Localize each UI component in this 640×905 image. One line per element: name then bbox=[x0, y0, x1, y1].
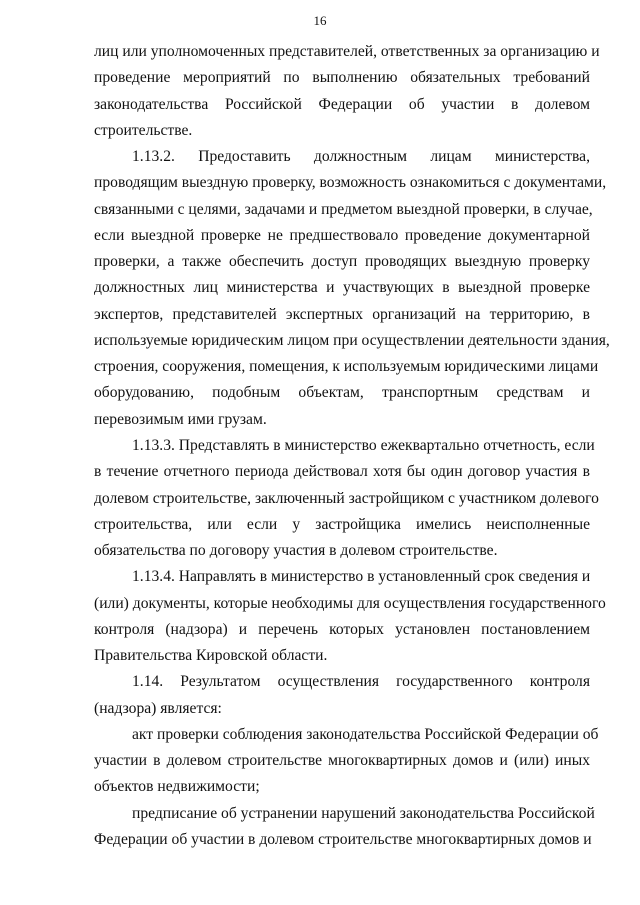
text-line: долевом строительстве, заключенный застройщиком с участником долевого bbox=[94, 489, 599, 507]
text-line: если выездной проверке не предшествовало проведение документарной bbox=[94, 226, 590, 244]
text-line: проводящим выездную проверку, возможность ознакомиться с документами, bbox=[94, 174, 607, 192]
page-number: 16 bbox=[313, 13, 327, 28]
text-line: используемые юридическим лицом при осуществлении деятельности здания, bbox=[94, 331, 610, 349]
text-line: 1.14. Результатом осуществления государственного контроля bbox=[132, 673, 590, 691]
text-line: лиц или уполномоченных представителей, ответственных за организацию и bbox=[94, 43, 600, 60]
text-line: Правительства Кировской области. bbox=[94, 647, 328, 665]
text-line: строительстве. bbox=[94, 121, 193, 139]
text-line: строительства, или если у застройщика имелись неисполненные bbox=[94, 515, 590, 533]
text-line: 1.13.2. Предоставить должностным лицам министерства, bbox=[132, 148, 590, 166]
text-line: в течение отчетного периода действовал хотя бы один договор участия в bbox=[94, 463, 590, 481]
text-line: экспертов, представителей экспертных организаций на территорию, в bbox=[94, 305, 590, 323]
text-line: акт проверки соблюдения законодательства Российской Федерации об bbox=[132, 725, 599, 743]
paragraph bbox=[94, 722, 599, 801]
text-line: проведение мероприятий по выполнению обязательных требований bbox=[94, 69, 590, 87]
text-line: контроля (надзора) и перечень которых установлен постановлением bbox=[94, 620, 590, 638]
text-line: объектов недвижимости; bbox=[94, 778, 260, 796]
paragraph bbox=[94, 39, 600, 144]
paragraph bbox=[94, 433, 599, 564]
text-line: 1.13.3. Представлять в министерство ежеквартально отчетность, если bbox=[132, 436, 595, 454]
text-line: связанными с целями, задачами и предметом выездной проверки, в случае, bbox=[94, 200, 593, 218]
text-line: Федерации об участии в долевом строительстве многоквартирных домов и bbox=[94, 830, 592, 848]
text-line: предписание об устранении нарушений законодательства Российской bbox=[132, 804, 595, 822]
text-line: участии в долевом строительстве многоквартирных домов и (или) иных bbox=[94, 752, 590, 770]
text-line: должностных лиц министерства и участвующих в выездной проверке bbox=[94, 279, 590, 297]
paragraph bbox=[94, 801, 595, 854]
text-line: проверки, а также обеспечить доступ проводящих выездную проверку bbox=[94, 253, 590, 271]
text-line: перевозимым ими грузам. bbox=[94, 410, 267, 428]
text-line: (или) документы, которые необходимы для осуществления государственного bbox=[94, 594, 606, 612]
text-line: строения, сооружения, помещения, к используемым юридическими лицами bbox=[94, 358, 599, 376]
text-line: оборудованию, подобным объектам, транспортным средствам и bbox=[94, 384, 590, 402]
text-line: 1.13.4. Направлять в министерство в установленный срок сведения и bbox=[132, 568, 591, 586]
document-body bbox=[94, 39, 610, 853]
text-line: обязательства по договору участия в долевом строительстве. bbox=[94, 542, 498, 560]
text-line: законодательства Российской Федерации об участии в долевом bbox=[94, 95, 590, 113]
paragraph bbox=[94, 144, 610, 433]
text-line: (надзора) является: bbox=[94, 699, 222, 717]
paragraph bbox=[94, 669, 590, 722]
paragraph bbox=[94, 564, 606, 669]
